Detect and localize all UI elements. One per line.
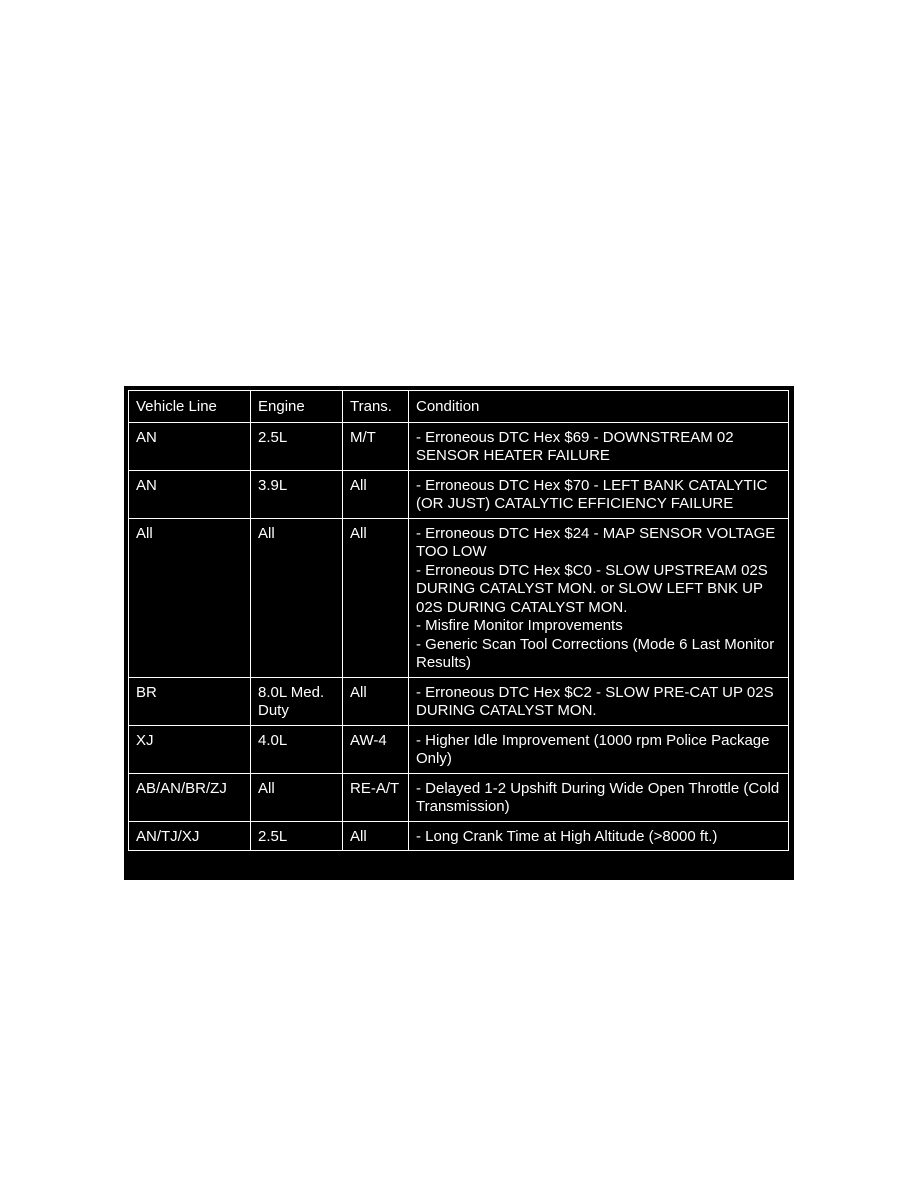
condition-table-frame (124, 386, 794, 880)
engine-cell: All (251, 773, 343, 821)
trans-cell: All (343, 518, 409, 677)
table-row (129, 422, 789, 470)
table-header-row (129, 391, 789, 423)
table-row (129, 821, 789, 851)
condition-line: - Erroneous DTC Hex $70 - LEFT BANK CATALYTIC (OR JUST) CATALYTIC EFFICIENCY FAILURE (416, 476, 768, 512)
table-row (129, 725, 789, 773)
condition-cell (409, 677, 789, 725)
vehicle-line-cell: AB/AN/BR/ZJ (129, 773, 251, 821)
engine-cell: 4.0L (251, 725, 343, 773)
condition-cell (409, 518, 789, 677)
header-condition: Condition (409, 391, 789, 423)
condition-line: - Long Crank Time at High Altitude (>8000 ft.) (416, 827, 718, 845)
engine-cell: All (251, 518, 343, 677)
condition-line: - Erroneous DTC Hex $C2 - SLOW PRE-CAT UP 02S DURING CATALYST MON. (416, 683, 774, 719)
condition-cell (409, 422, 789, 470)
condition-line: - Generic Scan Tool Corrections (Mode 6 Last Monitor Results) (416, 635, 775, 671)
condition-line: - Misfire Monitor Improvements (416, 617, 623, 634)
vehicle-line-cell: AN/TJ/XJ (129, 821, 251, 851)
trans-cell: All (343, 470, 409, 518)
vehicle-line-cell: AN (129, 422, 251, 470)
vehicle-line-cell: All (129, 518, 251, 677)
condition-cell (409, 725, 789, 773)
engine-cell: 2.5L (251, 422, 343, 470)
header-vehicle-line: Vehicle Line (129, 391, 251, 423)
engine-cell: 2.5L (251, 821, 343, 851)
condition-cell (409, 821, 789, 851)
engine-cell: 3.9L (251, 470, 343, 518)
condition-line: - Higher Idle Improvement (1000 rpm Police Package Only) (416, 731, 770, 767)
engine-cell: 8.0L Med. Duty (251, 677, 343, 725)
trans-cell: AW-4 (343, 725, 409, 773)
condition-line: - Erroneous DTC Hex $24 - MAP SENSOR VOLTAGE TOO LOW (416, 524, 776, 560)
header-trans: Trans. (343, 391, 409, 423)
condition-table (128, 390, 789, 851)
condition-cell (409, 470, 789, 518)
condition-line: - Erroneous DTC Hex $69 - DOWNSTREAM 02 SENSOR HEATER FAILURE (416, 428, 734, 464)
trans-cell: All (343, 821, 409, 851)
vehicle-line-cell: XJ (129, 725, 251, 773)
trans-cell: M/T (343, 422, 409, 470)
table-row (129, 773, 789, 821)
vehicle-line-cell: AN (129, 470, 251, 518)
trans-cell: RE-A/T (343, 773, 409, 821)
trans-cell: All (343, 677, 409, 725)
vehicle-line-cell: BR (129, 677, 251, 725)
table-row (129, 677, 789, 725)
table-row (129, 518, 789, 677)
condition-line: - Erroneous DTC Hex $C0 - SLOW UPSTREAM 02S DURING CATALYST MON. or SLOW LEFT BNK UP 02S DURING CATALYST MON. (416, 561, 768, 616)
table-row (129, 470, 789, 518)
condition-cell (409, 773, 789, 821)
condition-line: - Delayed 1-2 Upshift During Wide Open Throttle (Cold Transmission) (416, 779, 780, 815)
header-engine: Engine (251, 391, 343, 423)
